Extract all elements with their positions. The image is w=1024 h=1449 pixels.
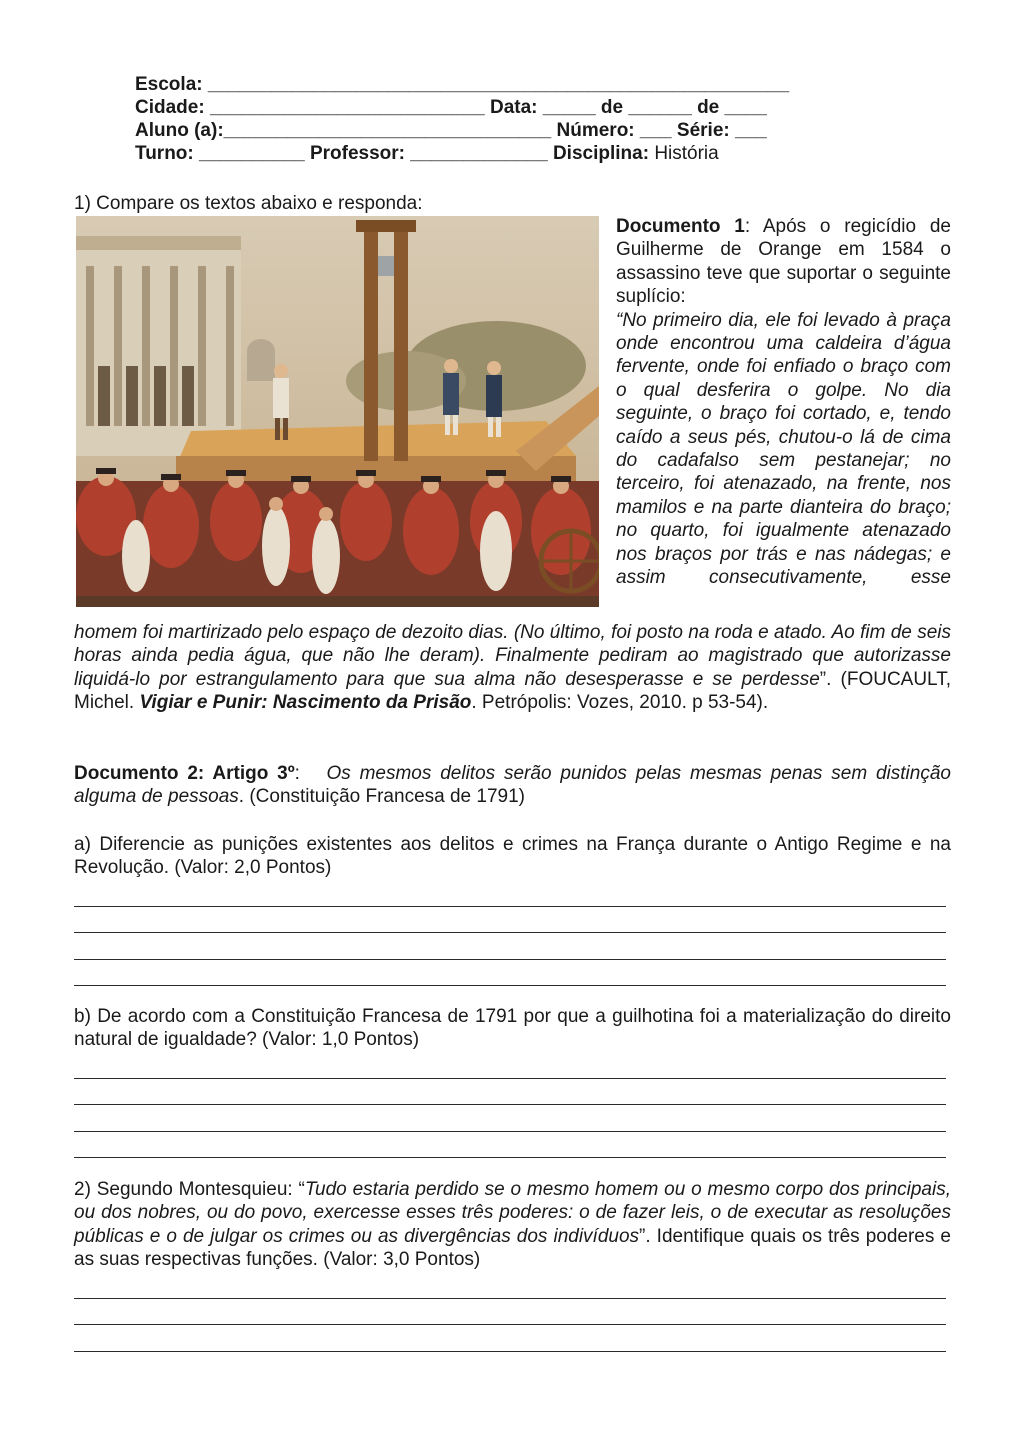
document-1-citation-post: . Petrópolis: Vozes, 2010. p 53-54). [471, 692, 769, 714]
guillotine-painting [76, 216, 599, 607]
document-1-quote-side [616, 309, 951, 590]
answer-lines-1a[interactable] [74, 880, 946, 986]
question-2-text [74, 1178, 951, 1272]
header-row-escola [135, 73, 815, 96]
turno-field[interactable]: __________ [199, 143, 305, 164]
question-2-post: ”. Identifique quais os três poderes e as suas respectivas funções. (Valor: 3,0 Pontos) [74, 1225, 951, 1271]
data-de-label-1: de [600, 97, 624, 118]
cidade-label: Cidade: [135, 97, 205, 118]
document-1-quote-cont-text: homem foi martirizado pelo espaço de dezoito dias. (No último, foi posto na roda e atado. Ao fim de seis horas ainda pedia água, que não lhe deram). Finalmente pediram ao magistrado que autorizasse liquidá-lo por estrangulamento para que sua alma não desesperasse e se perdesse [74, 622, 951, 690]
disciplina-label: Disciplina: [552, 143, 650, 164]
escola-label: Escola: [135, 74, 203, 95]
escola-field[interactable]: _______________________________________________________ [207, 74, 790, 95]
question-1a-text: a) Diferencie as punições existentes aos delitos e crimes na França durante o Antigo Regime e na Revolução. (Valor: 2,0 Pontos) [74, 834, 951, 879]
serie-field[interactable]: ___ [735, 120, 767, 141]
document-1-quote-side-text: “No primeiro dia, ele foi levado à praça onde encontrou uma caldeira d’água fervente, onde foi enfiado o braço com o qual desferira o golpe. No dia seguinte, o braço foi cortado, e, tendo caído a seus pés, chutou-o lá de cima do cadafalso sem pestanejar; no terceiro, foi atenazado, na frente, nos mamilos e na parte dianteira do braço; no quarto, foi igualmente atenazado nos braços por trás e nas nádegas; e assim consecutivamente, esse [616, 309, 951, 589]
numero-label: Número: [556, 120, 635, 141]
question-1-prompt: 1) Compare os textos abaixo e responda: [74, 193, 423, 214]
answer-line[interactable] [74, 1105, 946, 1132]
disciplina-value: História [654, 143, 719, 164]
data-day-field[interactable]: _____ [542, 97, 596, 118]
document-2-text: Os mesmos delitos serão punidos pelas mesmas penas sem distinção alguma de pessoas [74, 763, 951, 808]
answer-line[interactable] [74, 907, 946, 934]
answer-line[interactable] [74, 1299, 946, 1326]
data-label: Data: [490, 97, 538, 118]
header-row-cidade [135, 96, 815, 119]
answer-line[interactable] [74, 933, 946, 960]
answer-line[interactable] [74, 1325, 946, 1352]
question-1b-text: b) De acordo com a Constituição Francesa de 1791 por que a guilhotina foi a materialização do direito natural de igualdade? (Valor: 1,0 Pontos) [74, 1006, 951, 1051]
document-1-citation-pre: ”. (FOUCAULT, Michel. [74, 668, 951, 714]
worksheet-header [135, 73, 815, 165]
answer-lines-1b[interactable] [74, 1052, 946, 1158]
serie-label: Série: [676, 120, 730, 141]
turno-label: Turno: [135, 143, 194, 164]
professor-label: Professor: [309, 143, 406, 164]
document-2 [74, 762, 951, 809]
aluno-label: Aluno (a): [135, 120, 224, 141]
document-1-label: Documento 1 [616, 216, 745, 237]
document-1-intro-text: : Após o regicídio de Guilherme de Orange em 1584 o assassino teve que suportar o seguinte suplício: [616, 216, 951, 308]
question-2-quote: Tudo estaria perdido se o mesmo homem ou o mesmo corpo dos principais, ou dos nobres, ou do povo, exercesse esses três poderes: o de fazer leis, o de executar as resoluções públicas e o de julgar os crimes ou as divergências dos indivíduos [74, 1179, 951, 1247]
document-1-quote-continuation [74, 621, 951, 715]
document-1-side-text [616, 215, 951, 590]
document-2-colon: : [294, 763, 300, 784]
question-2-pre: 2) Segundo Montesquieu: “ [74, 1179, 305, 1200]
data-month-field[interactable]: ______ [628, 97, 692, 118]
answer-lines-2[interactable] [74, 1272, 946, 1352]
document-1-citation-title: Vigiar e Punir: Nascimento da Prisão [139, 692, 472, 714]
document-1-intro [616, 215, 951, 309]
document-2-source: . (Constituição Francesa de 1791) [238, 786, 525, 808]
cidade-field[interactable]: __________________________ [209, 97, 485, 118]
header-row-turno [135, 142, 815, 165]
answer-line[interactable] [74, 1079, 946, 1106]
data-year-field[interactable]: ____ [724, 97, 767, 118]
answer-line[interactable] [74, 960, 946, 987]
header-row-aluno [135, 119, 815, 142]
answer-line[interactable] [74, 1272, 946, 1299]
professor-field[interactable]: _____________ [410, 143, 548, 164]
answer-line[interactable] [74, 880, 946, 907]
document-2-label: Documento 2: Artigo 3º [74, 763, 295, 784]
answer-line[interactable] [74, 1132, 946, 1159]
aluno-field[interactable]: _______________________________ [223, 120, 552, 141]
numero-field[interactable]: ___ [639, 120, 672, 141]
data-de-label-2: de [697, 97, 720, 118]
answer-line[interactable] [74, 1052, 946, 1079]
